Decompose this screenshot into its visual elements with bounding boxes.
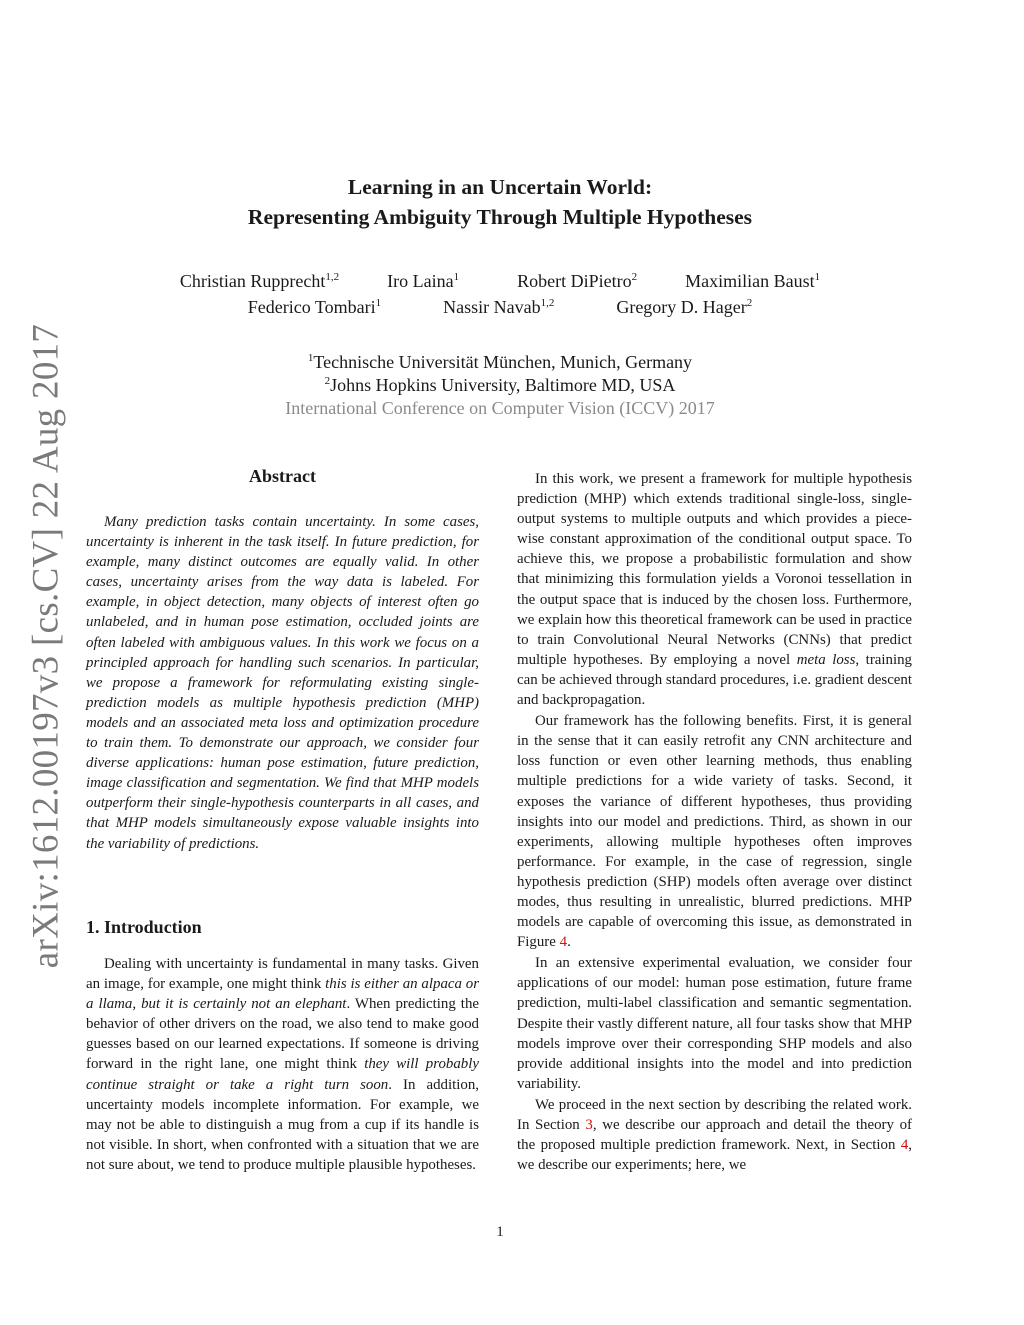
author: Robert DiPietro$^2$ xyxy=(517,271,638,291)
abstract-heading: Abstract xyxy=(249,466,316,486)
affiliation-1: $^1$Technische Universität München, Munich, Germany xyxy=(307,352,693,372)
section-reference-link[interactable]: 4 xyxy=(900,1137,909,1154)
figure-reference-link[interactable]: 4 xyxy=(559,934,568,951)
title-line-1: Learning in an Uncertain World: xyxy=(347,175,653,199)
right-paragraph-2: Our framework has the following benefits. First, it is general in the sense that it can easily retrofit any CNN architecture and loss function or even other learning methods, thus enabling multiple predictions for a wide variety of tasks. Second, it exposes the variance of different hypotheses, thus providing insights into our model and predictions. Third, as shown in our experiments, allowing multiple hypotheses often improves performance. For example, in the case of regression, single hypothesis prediction (SHP) models often average over distinct modes, thus resulting in unrealistic, blurred predictions. MHP models are capable of overcoming this issue, as demonstrated in Figure 4. xyxy=(517,713,912,951)
author-list xyxy=(0,268,1000,320)
section-reference-link[interactable]: 3 xyxy=(585,1117,593,1133)
author-row-1 xyxy=(0,268,1000,294)
introduction-heading: 1. Introduction xyxy=(86,917,202,937)
intro-paragraph-1: Dealing with uncertainty is fundamental in many tasks. Given an image, for example, one might think this is either an alpaca or a llama, but it is certainly not an elephant. When predicting the behavior of other drivers on the road, we also tend to make good guesses based on our learned expectations. If someone is driving forward in the right lane, one might think they will probably continue straight or take a right turn soon. In addition, uncertainty models incomplete information. For example, we may not be able to distinguish a mug from a cup if its handle is not visible. In short, when confronted with a situation that we are not sure about, we tend to produce multiple plausible hypotheses. xyxy=(86,956,480,1173)
right-paragraph-3: In an extensive experimental evaluation, we consider four applications of our model: human pose estimation, future frame prediction, multi-label classification and semantic segmentation. Despite their vastly different nature, all four tasks show that MHP models improve over their corresponding SHP models and also provide additional insights into the model and into prediction variability. xyxy=(517,955,912,1092)
author: Gregory D. Hager$^2$ xyxy=(616,297,753,317)
venue-line: International Conference on Computer Vision (ICCV) 2017 xyxy=(285,398,715,418)
affiliations xyxy=(0,351,1000,420)
paper-title xyxy=(0,172,1000,232)
right-paragraph-4: We proceed in the next section by describing the related work. In Section 3, we describe our approach and detail the theory of the proposed multiple prediction framework. Next, in Section 4, we describe our experiments; here, we xyxy=(517,1096,913,1174)
right-paragraph-1: In this work, we present a framework for multiple hypothesis prediction (MHP) which extends traditional single-loss, single-output systems to multiple outputs and which provides a piece-wise constant approximation of the conditional output space. To achieve this, we propose a probabilistic formulation and show that minimizing this formulation yields a Voronoi tessellation in the output space that is induced by the chosen loss. Furthermore, we explain how this theoretical framework can be used in practice to train Convolutional Neural Networks (CNNs) that predict multiple hypotheses. By employing a novel meta loss, training can be achieved through standard procedures, i.e. gradient descent and backpropagation. xyxy=(517,471,912,709)
title-line-2: Representing Ambiguity Through Multiple Hypotheses xyxy=(247,205,753,229)
introduction-body xyxy=(86,954,479,1175)
page-number: 1 xyxy=(496,1224,504,1240)
affiliation-2: $^2$Johns Hopkins University, Baltimore MD, USA xyxy=(324,375,676,395)
abstract-body xyxy=(86,512,479,854)
author: Christian Rupprecht$^{1,2}$ xyxy=(179,271,340,291)
abstract-paragraph: Many prediction tasks contain uncertainty. In some cases, uncertainty is inherent in the task itself. In future prediction, for example, many distinct outcomes are equally valid. In other cases, uncertainty arises from the way data is labeled. For example, in object detection, many objects of interest often go unlabeled, and in human pose estimation, occluded joints are often labeled with ambiguous values. In this work we focus on a principled approach for handling such scenarios. In particular, we propose a framework for reformulating existing single-prediction models as multiple hypothesis prediction (MHP) models and an associated meta loss and optimization procedure to train them. To demonstrate our approach, we consider four diverse applications: human pose estimation, future prediction, image classification and segmentation. We find that MHP models outperform their single-hypothesis counterparts in all cases, and that MHP models simultaneously expose valuable insights into the variability of predictions. xyxy=(86,514,479,852)
arxiv-identifier: arXiv:1612.00197v3 [cs.CV] 22 Aug 2017 xyxy=(25,323,67,969)
author: Federico Tombari$^1$ xyxy=(247,297,382,317)
right-column xyxy=(517,469,912,1175)
author-row-2 xyxy=(0,294,1000,320)
author: Nassir Navab$^{1,2}$ xyxy=(443,297,555,317)
author: Iro Laina$^1$ xyxy=(387,271,460,291)
author: Maximilian Baust$^1$ xyxy=(685,271,821,291)
